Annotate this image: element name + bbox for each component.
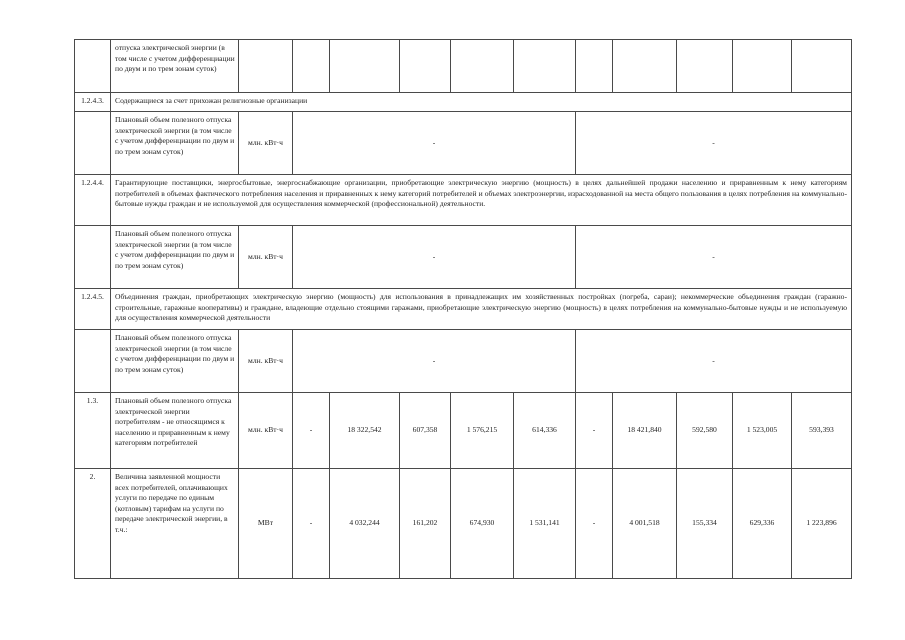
value-cell: - xyxy=(293,469,330,579)
value-cell: 593,393 xyxy=(792,393,852,469)
value-cell xyxy=(514,40,576,93)
unit-cell xyxy=(239,40,293,93)
value-cell xyxy=(792,40,852,93)
value-cell: 674,930 xyxy=(451,469,514,579)
value-cell: 161,202 xyxy=(400,469,451,579)
unit-cell: млн. кВт·ч xyxy=(239,330,293,393)
value-dash: - xyxy=(293,226,576,289)
section-title: Объединения граждан, приобретающих электрическую энергию (мощность) для использования в принадлежащих им хозяйственных постройках (погреба, сараи); некоммерческие объединения граждан (гаражно-строительные, гаражные кооперативы) и граждане, владеющие отдельно стоящими гаражами, приобретающие электрическую энергию (мощность) в целях потребления на коммунально-бытовые нужды и не используемую для осуществления коммерческой деятельности xyxy=(111,289,852,330)
value-cell: 607,358 xyxy=(400,393,451,469)
row-label: отпуска электрической энергии (в том числе с учетом дифференциации по двум и по трем зонам суток) xyxy=(111,40,239,93)
value-cell: 18 421,840 xyxy=(613,393,677,469)
table-row xyxy=(75,226,852,289)
section-row xyxy=(75,175,852,226)
table-row xyxy=(75,393,852,469)
value-dash: - xyxy=(293,330,576,393)
value-cell: - xyxy=(576,393,613,469)
value-cell: 18 322,542 xyxy=(330,393,400,469)
unit-cell: МВт xyxy=(239,469,293,579)
row-number-cell xyxy=(75,112,111,175)
section-title: Гарантирующие поставщики, энергосбытовые, энергоснабжающие организации, приобретающие электрическую энергию (мощность) в целях дальнейшей продажи населению и приравненным к нему категориям потребителей в объемах фактического потребления населения и приравненных к нему категорий потребителей и объемах электроэнергии, израсходованной на места общего пользования в целях потребления на коммунально-бытовые нужды граждан и не используемой для осуществления коммерческой (профессиональной) деятельности. xyxy=(111,175,852,226)
value-cell: - xyxy=(576,469,613,579)
value-cell: 1 523,005 xyxy=(733,393,792,469)
value-cell xyxy=(293,40,330,93)
row-number: 1.2.4.5. xyxy=(75,289,111,330)
value-dash: - xyxy=(293,112,576,175)
row-number: 1.2.4.3. xyxy=(75,93,111,112)
value-dash: - xyxy=(576,112,852,175)
value-cell: - xyxy=(293,393,330,469)
row-label: Плановый объем полезного отпуска электрической энергии (в том числе с учетом дифференциации по двум и по трем зонам суток) xyxy=(111,330,239,393)
value-cell: 1 223,896 xyxy=(792,469,852,579)
value-cell: 1 576,215 xyxy=(451,393,514,469)
tariff-table xyxy=(74,39,852,579)
table-row xyxy=(75,330,852,393)
row-label: Плановый объем полезного отпуска электрической энергии (в том числе с учетом дифференциации по двум и по трем зонам суток) xyxy=(111,226,239,289)
value-dash: - xyxy=(576,330,852,393)
value-cell xyxy=(677,40,733,93)
value-cell xyxy=(330,40,400,93)
unit-cell: млн. кВт·ч xyxy=(239,226,293,289)
row-label: Величина заявленной мощности всех потребителей, оплачивающих услуги по передаче по единым (котловым) тарифам на услуги по передаче электрической энергии, в т.ч.: xyxy=(111,469,239,579)
row-label: Плановый объем полезного отпуска электрической энергии потребителям - не относящимся к населению и приравненным к нему категориям потребителей xyxy=(111,393,239,469)
value-cell xyxy=(733,40,792,93)
row-number-cell xyxy=(75,226,111,289)
value-cell: 629,336 xyxy=(733,469,792,579)
value-cell xyxy=(400,40,451,93)
value-cell: 4 001,518 xyxy=(613,469,677,579)
table-row xyxy=(75,469,852,579)
row-number-cell xyxy=(75,40,111,93)
section-title: Содержащиеся за счет прихожан религиозные организации xyxy=(111,93,852,112)
value-cell xyxy=(613,40,677,93)
value-cell: 155,334 xyxy=(677,469,733,579)
row-number: 2. xyxy=(75,469,111,579)
table-row xyxy=(75,40,852,93)
row-label: Плановый объем полезного отпуска электрической энергии (в том числе с учетом дифференциации по двум и по трем зонам суток) xyxy=(111,112,239,175)
value-cell xyxy=(451,40,514,93)
section-row xyxy=(75,93,852,112)
value-dash: - xyxy=(576,226,852,289)
value-cell: 1 531,141 xyxy=(514,469,576,579)
unit-cell: млн. кВт·ч xyxy=(239,112,293,175)
row-number: 1.3. xyxy=(75,393,111,469)
row-number-cell xyxy=(75,330,111,393)
value-cell xyxy=(576,40,613,93)
value-cell: 614,336 xyxy=(514,393,576,469)
table-row xyxy=(75,112,852,175)
row-number: 1.2.4.4. xyxy=(75,175,111,226)
unit-cell: млн. кВт·ч xyxy=(239,393,293,469)
section-row xyxy=(75,289,852,330)
value-cell: 4 032,244 xyxy=(330,469,400,579)
value-cell: 592,580 xyxy=(677,393,733,469)
